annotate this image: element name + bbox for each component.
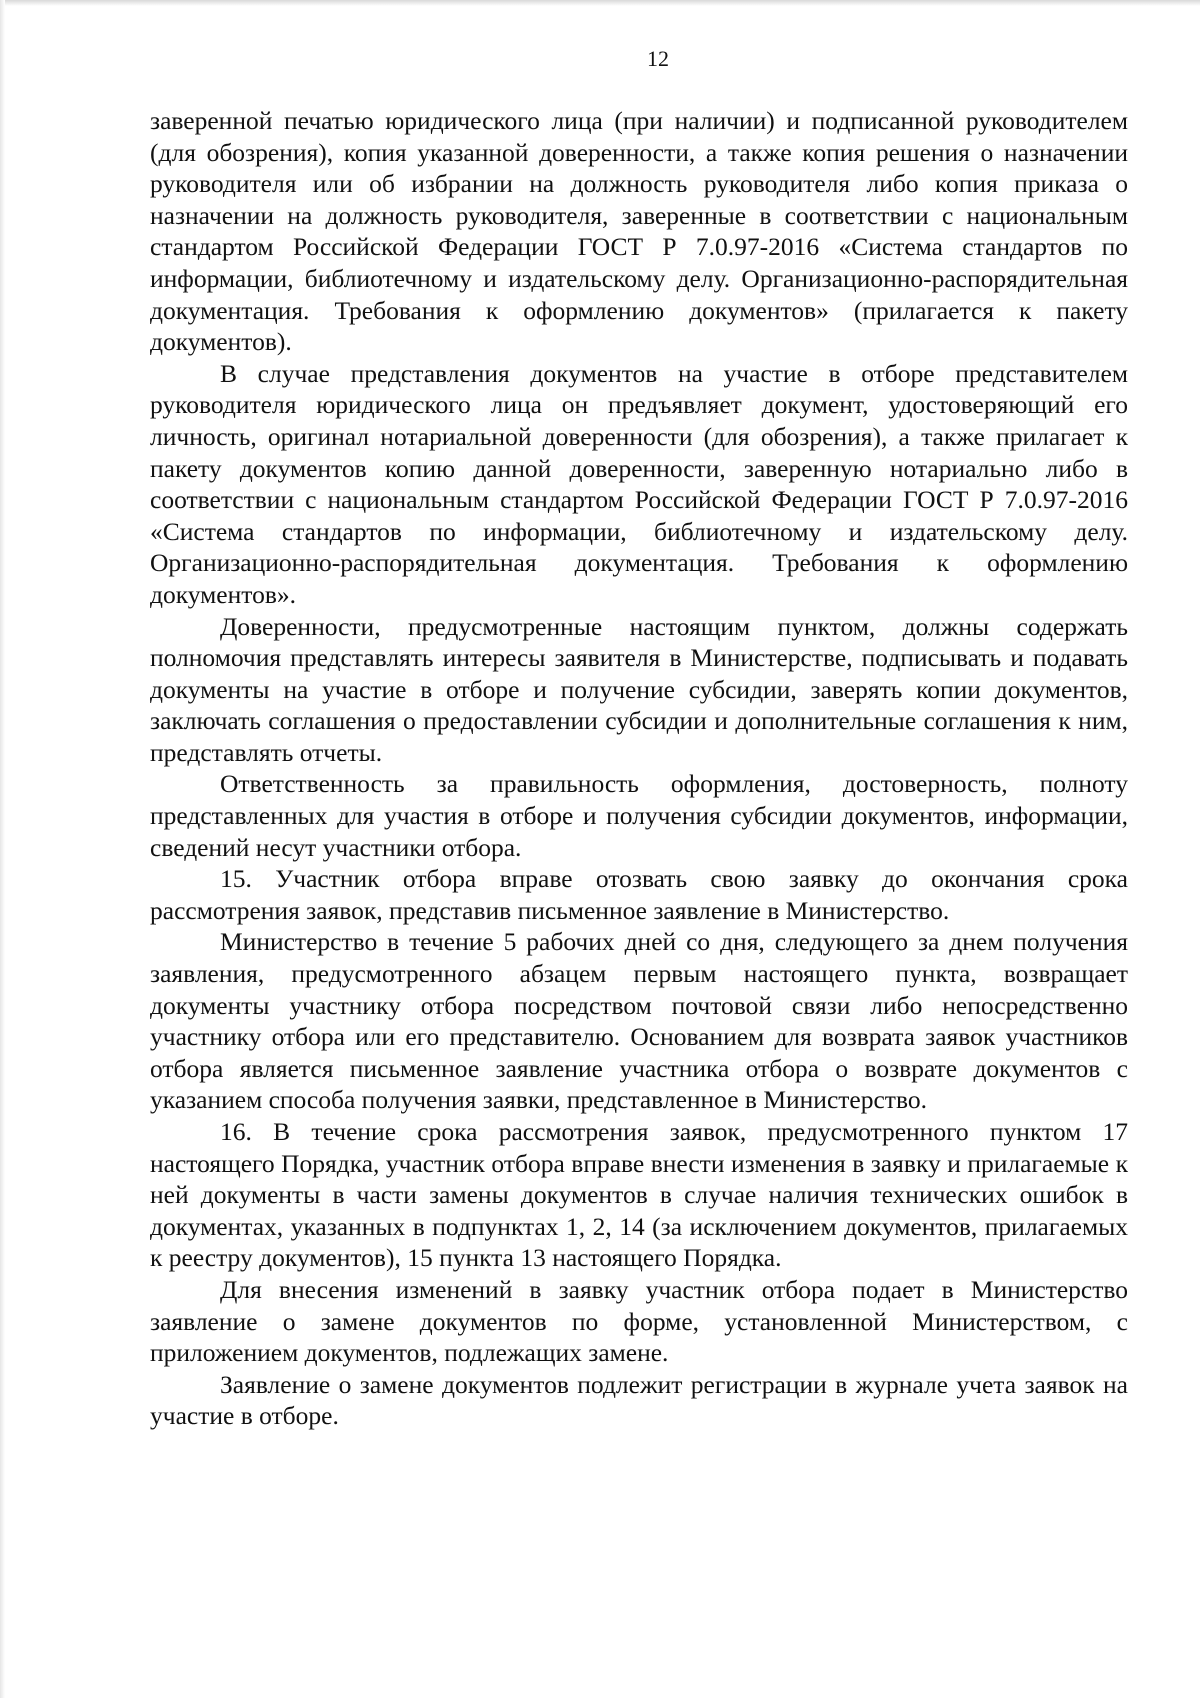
page-number: 12 — [647, 46, 669, 71]
paragraph-responsibility: Ответственность за правильность оформления, достоверность, полноту представленных для участия в отборе и получения субсидии документов, информации, сведений несут участники отбора. — [150, 769, 1128, 862]
paragraph-registration: Заявление о замене документов подлежит регистрации в журнале учета заявок на участие в отборе. — [150, 1369, 1128, 1431]
paragraph-clause-15: 15. Участник отбора вправе отозвать свою заявку до окончания срока рассмотрения заявок, представив письменное заявление в Министерство. — [150, 864, 1128, 925]
paragraph-continuation: заверенной печатью юридического лица (при наличии) и подписанной руководителем (для обозрения), копия указанной доверенности, а также копия решения о назначении руководителя или об избрании на должность руководителя либо копия приказа о назначении на должность руководителя, заверенные в соответствии с национальным стандартом Российской Федерации ГОСТ Р 7.0.97-2016 «Система стандартов по информации, библиотечному и издательскому делу. Организационно-распорядительная документация. Требования к оформлению документов» (прилагается к пакету документов). — [150, 106, 1128, 357]
paragraph-power-of-attorney: Доверенности, предусмотренные настоящим пунктом, должны содержать полномочия представлять интересы заявителя в Министерстве, подписывать и подавать документы на участие в отборе и получение субсидии, заверять копии документов, заключать соглашения о предоставлении субсидии и дополнительные соглашения к ним, представлять отчеты. — [150, 611, 1128, 767]
paragraph-changes-application: Для внесения изменений в заявку участник отбора подает в Министерство заявление о замене документов по форме, установленной Министерством, с приложением документов, подлежащих замене. — [150, 1274, 1128, 1368]
paragraph-clause-16: 16. В течение срока рассмотрения заявок, предусмотренного пунктом 17 настоящего Порядка, участник отбора вправе внести изменения в заявку и прилагаемые к ней документы в части замены документов в случае наличия технических ошибок в документах, указанных в подпунктах 1, 2, 14 (за исключением документов, прилагаемых к реестру документов), 15 пункта 13 настоящего Порядка. — [150, 1117, 1128, 1273]
paragraph-representative-documents: В случае представления документов на участие в отборе представителем руководителя юридического лица он предъявляет документ, удостоверяющий его личность, оригинал нотариальной доверенности (для обозрения), а также прилагает к пакету документов копию данной доверенности, заверенную нотариально либо в соответствии с национальным стандартом Российской Федерации ГОСТ Р 7.0.97-2016 «Система стандартов по информации, библиотечному и издательскому делу. Организационно-распорядительная документация. Требования к оформлению документов». — [150, 358, 1128, 609]
paragraph-ministry-return: Министерство в течение 5 рабочих дней со дня, следующего за днем получения заявления, предусмотренного абзацем первым настоящего пункта, возвращает документы участнику отбора посредством почтовой связи либо непосредственно участнику отбора или его представителю. Основанием для возврата заявок участников отбора является письменное заявление участника отбора о возврате документов с указанием способа получения заявки, представленное в Министерство. — [150, 927, 1128, 1115]
document-body — [150, 105, 1128, 1432]
